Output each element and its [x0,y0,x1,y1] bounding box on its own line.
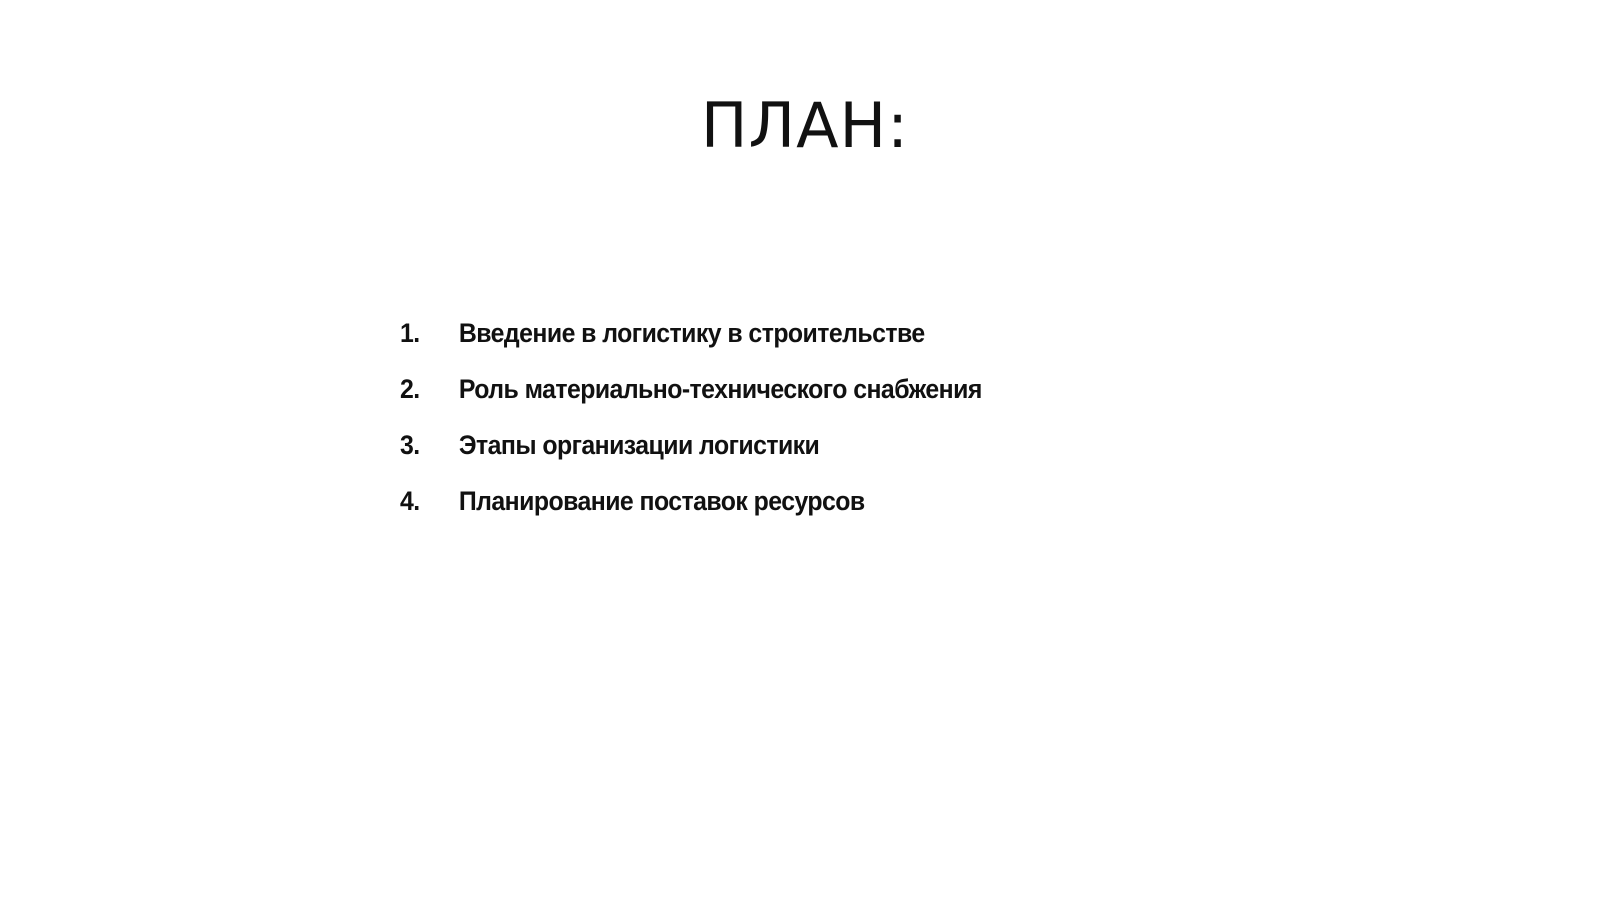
plan-item-number: 4. [400,486,420,516]
plan-item [400,430,982,486]
plan-item-number: 2. [400,374,420,404]
slide-title: ПЛАН: [700,89,910,162]
plan-item-text: Роль материально-технического снабжения [458,374,982,404]
plan-list [400,318,1032,542]
plan-item-text: Этапы организации логистики [458,430,820,460]
plan-item [400,486,982,542]
plan-item-text: Планирование поставок ресурсов [458,486,865,516]
plan-item [400,318,982,374]
plan-item [400,374,982,430]
plan-item-number: 3. [400,430,420,460]
plan-item-text: Введение в логистику в строительстве [458,318,925,348]
plan-item-number: 1. [400,318,420,348]
